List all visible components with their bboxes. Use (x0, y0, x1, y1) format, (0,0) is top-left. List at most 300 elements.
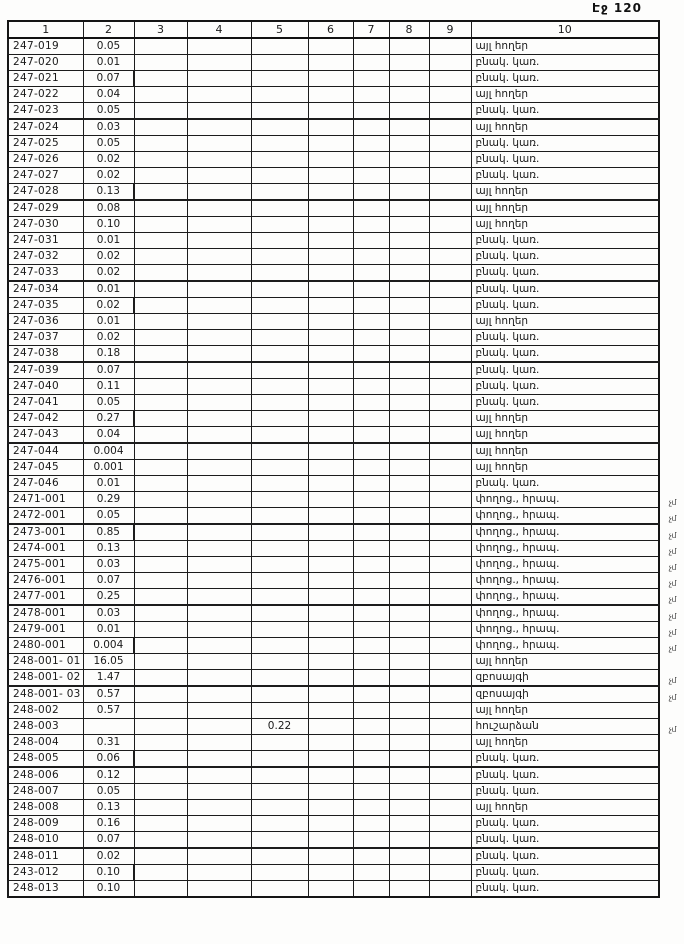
table-row (8, 119, 659, 136)
area-value-cell: 0.03 (83, 605, 134, 622)
area-value-cell: 0.12 (83, 767, 134, 784)
empty-cell (308, 881, 353, 898)
edge-stamp-fragment: չմ (668, 514, 676, 523)
empty-cell (187, 508, 251, 525)
empty-cell (353, 670, 389, 687)
table-row (8, 524, 659, 541)
col5-value-cell (251, 103, 308, 120)
empty-cell (353, 767, 389, 784)
area-value-cell: 0.07 (83, 362, 134, 379)
edge-stamp-fragment: չմ (668, 725, 676, 734)
empty-cell (187, 38, 251, 55)
empty-cell (308, 119, 353, 136)
empty-cell (353, 71, 389, 87)
empty-cell (429, 298, 471, 314)
empty-cell (187, 217, 251, 233)
empty-cell (429, 476, 471, 492)
parcel-id-cell: 248-011 (8, 848, 83, 865)
table-row (8, 55, 659, 71)
col5-value-cell (251, 119, 308, 136)
empty-cell (134, 249, 187, 265)
parcel-id-cell: 248-007 (8, 784, 83, 800)
parcel-id-cell: 247-025 (8, 136, 83, 152)
col5-value-cell (251, 460, 308, 476)
parcel-id-cell: 247-034 (8, 281, 83, 298)
table-row (8, 492, 659, 508)
empty-cell (353, 492, 389, 508)
land-use-cell: այլ հողեր (471, 200, 659, 217)
empty-cell (389, 751, 429, 768)
empty-cell (429, 881, 471, 898)
area-value-cell: 0.004 (83, 638, 134, 654)
empty-cell (187, 800, 251, 816)
edge-stamp-fragment: չմ (668, 498, 676, 507)
parcel-id-cell: 247-028 (8, 184, 83, 201)
empty-cell (187, 524, 251, 541)
land-use-cell: բնակ. կառ. (471, 816, 659, 832)
empty-cell (389, 346, 429, 363)
parcel-id-cell: 247-023 (8, 103, 83, 120)
empty-cell (134, 217, 187, 233)
empty-cell (187, 735, 251, 751)
area-value-cell: 0.04 (83, 427, 134, 444)
land-use-cell: բնակ. կառ. (471, 281, 659, 298)
land-use-cell: բնակ. կառ. (471, 784, 659, 800)
land-use-cell: փողոց., հրապ. չմ (471, 524, 659, 541)
empty-cell (134, 233, 187, 249)
empty-cell (389, 265, 429, 282)
table-row (8, 605, 659, 622)
col5-value-cell (251, 622, 308, 638)
land-use-cell: բնակ. կառ. (471, 865, 659, 881)
empty-cell (134, 379, 187, 395)
empty-cell (187, 767, 251, 784)
empty-cell (429, 735, 471, 751)
table-row (8, 670, 659, 687)
col5-value-cell (251, 38, 308, 55)
land-use-cell: այլ հողեր (471, 427, 659, 444)
land-use-cell: բնակ. կառ. (471, 362, 659, 379)
empty-cell (353, 865, 389, 881)
table-row (8, 362, 659, 379)
empty-cell (187, 443, 251, 460)
area-value-cell: 0.01 (83, 55, 134, 71)
land-use-cell: այլ հողեր (471, 119, 659, 136)
area-value-cell: 0.02 (83, 848, 134, 865)
col5-value-cell (251, 767, 308, 784)
table-row (8, 622, 659, 638)
edge-stamp-fragment: չմ (668, 531, 676, 540)
empty-cell (353, 200, 389, 217)
parcel-id-cell: 247-044 (8, 443, 83, 460)
empty-cell (187, 184, 251, 201)
empty-cell (134, 557, 187, 573)
empty-cell (187, 281, 251, 298)
area-value-cell: 0.02 (83, 298, 134, 314)
empty-cell (429, 686, 471, 703)
table-row (8, 784, 659, 800)
empty-cell (308, 605, 353, 622)
empty-cell (308, 767, 353, 784)
empty-cell (134, 200, 187, 217)
col5-value-cell: 0.22 (251, 719, 308, 735)
area-value-cell: 1.47 (83, 670, 134, 687)
empty-cell (134, 281, 187, 298)
empty-cell (353, 557, 389, 573)
empty-cell (389, 541, 429, 557)
col5-value-cell (251, 136, 308, 152)
table-row (8, 265, 659, 282)
empty-cell (389, 217, 429, 233)
empty-cell (353, 605, 389, 622)
area-value-cell: 0.05 (83, 395, 134, 411)
land-use-cell: այլ հողեր (471, 411, 659, 427)
empty-cell (429, 314, 471, 330)
empty-cell (134, 767, 187, 784)
parcel-id-cell: 247-019 (8, 38, 83, 55)
empty-cell (353, 379, 389, 395)
col5-value-cell (251, 200, 308, 217)
empty-cell (429, 800, 471, 816)
land-use-cell: բնակ. կառ. (471, 751, 659, 768)
empty-cell (429, 832, 471, 849)
empty-cell (134, 686, 187, 703)
table-row (8, 395, 659, 411)
empty-cell (429, 346, 471, 363)
empty-cell (389, 103, 429, 120)
col5-value-cell (251, 217, 308, 233)
empty-cell (134, 881, 187, 898)
col5-value-cell (251, 638, 308, 654)
area-value-cell: 16.05 (83, 654, 134, 670)
land-use-cell: բնակ. կառ. (471, 767, 659, 784)
empty-cell (308, 573, 353, 589)
empty-cell (353, 589, 389, 606)
empty-cell (389, 735, 429, 751)
empty-cell (353, 848, 389, 865)
parcel-id-cell: 2475-001 (8, 557, 83, 573)
empty-cell (389, 638, 429, 654)
empty-cell (429, 638, 471, 654)
empty-cell (187, 460, 251, 476)
table-body (8, 38, 676, 897)
land-use-cell: այլ հողեր (471, 800, 659, 816)
empty-cell (389, 87, 429, 103)
empty-cell (389, 184, 429, 201)
land-use-cell: փողոց., հրապ. չմ (471, 541, 659, 557)
empty-cell (389, 298, 429, 314)
empty-cell (389, 832, 429, 849)
empty-cell (187, 557, 251, 573)
empty-cell (389, 573, 429, 589)
empty-cell (187, 298, 251, 314)
land-use-cell: բնակ. կառ. (471, 168, 659, 184)
empty-cell (134, 298, 187, 314)
empty-cell (389, 492, 429, 508)
empty-cell (429, 411, 471, 427)
empty-cell (389, 136, 429, 152)
land-use-cell: բնակ. կառ. (471, 249, 659, 265)
parcel-id-cell: 247-031 (8, 233, 83, 249)
empty-cell (353, 800, 389, 816)
col5-value-cell (251, 395, 308, 411)
area-value-cell: 0.05 (83, 136, 134, 152)
land-use-cell: բնակ. կառ. (471, 476, 659, 492)
area-value-cell: 0.01 (83, 314, 134, 330)
area-value-cell: 0.08 (83, 200, 134, 217)
empty-cell (353, 751, 389, 768)
empty-cell (308, 168, 353, 184)
table-row (8, 751, 659, 768)
empty-cell (134, 816, 187, 832)
parcel-id-cell: 247-026 (8, 152, 83, 168)
empty-cell (308, 751, 353, 768)
column-header: 10 (471, 21, 659, 38)
empty-cell (389, 476, 429, 492)
land-use-cell: այլ հողեր (471, 184, 659, 201)
column-header: 1 (8, 21, 83, 38)
col5-value-cell (251, 784, 308, 800)
table-row (8, 314, 659, 330)
empty-cell (353, 314, 389, 330)
empty-cell (353, 524, 389, 541)
col5-value-cell (251, 379, 308, 395)
col5-value-cell (251, 848, 308, 865)
empty-cell (134, 832, 187, 849)
col5-value-cell (251, 362, 308, 379)
land-use-cell: այլ հողեր (471, 735, 659, 751)
empty-cell (187, 703, 251, 719)
empty-cell (389, 654, 429, 670)
parcel-id-cell: 247-027 (8, 168, 83, 184)
empty-cell (308, 784, 353, 800)
land-use-cell: փողոց., հրապ. չմ (471, 508, 659, 525)
empty-cell (353, 152, 389, 168)
col5-value-cell (251, 168, 308, 184)
table-row (8, 233, 659, 249)
col5-value-cell (251, 298, 308, 314)
column-header: 5 (251, 21, 308, 38)
empty-cell (389, 168, 429, 184)
empty-cell (308, 314, 353, 330)
area-value-cell: 0.07 (83, 71, 134, 87)
area-value-cell: 0.05 (83, 508, 134, 525)
empty-cell (389, 784, 429, 800)
area-value-cell: 0.13 (83, 800, 134, 816)
empty-cell (429, 816, 471, 832)
area-value-cell: 0.03 (83, 119, 134, 136)
empty-cell (134, 119, 187, 136)
table-row (8, 719, 659, 735)
empty-cell (187, 330, 251, 346)
empty-cell (389, 767, 429, 784)
empty-cell (187, 881, 251, 898)
empty-cell (429, 557, 471, 573)
edge-stamp-fragment: չմ (668, 547, 676, 556)
table-row (8, 200, 659, 217)
empty-cell (429, 87, 471, 103)
empty-cell (308, 832, 353, 849)
empty-cell (134, 654, 187, 670)
area-value-cell: 0.10 (83, 881, 134, 898)
empty-cell (308, 541, 353, 557)
empty-cell (308, 508, 353, 525)
empty-cell (353, 87, 389, 103)
parcel-id-cell: 248-004 (8, 735, 83, 751)
area-value-cell: 0.04 (83, 87, 134, 103)
empty-cell (429, 362, 471, 379)
land-use-cell: զբոսայգի չմ (471, 686, 659, 703)
area-value-cell: 0.05 (83, 103, 134, 120)
empty-cell (429, 200, 471, 217)
parcel-id-cell: 248-002 (8, 703, 83, 719)
empty-cell (308, 800, 353, 816)
table-row (8, 703, 659, 719)
area-value-cell: 0.05 (83, 784, 134, 800)
empty-cell (429, 573, 471, 589)
empty-cell (187, 136, 251, 152)
empty-cell (308, 557, 353, 573)
col5-value-cell (251, 654, 308, 670)
col5-value-cell (251, 751, 308, 768)
empty-cell (187, 751, 251, 768)
empty-cell (308, 816, 353, 832)
land-use-cell: բնակ. կառ. (471, 103, 659, 120)
empty-cell (187, 427, 251, 444)
empty-cell (429, 605, 471, 622)
empty-cell (429, 55, 471, 71)
col5-value-cell (251, 865, 308, 881)
column-header: 7 (353, 21, 389, 38)
empty-cell (389, 557, 429, 573)
empty-cell (187, 638, 251, 654)
area-value-cell: 0.05 (83, 38, 134, 55)
empty-cell (308, 654, 353, 670)
empty-cell (389, 800, 429, 816)
empty-cell (308, 524, 353, 541)
empty-cell (134, 508, 187, 525)
empty-cell (429, 508, 471, 525)
edge-stamp-fragment: չմ (668, 612, 676, 621)
parcel-id-cell: 247-024 (8, 119, 83, 136)
empty-cell (353, 832, 389, 849)
empty-cell (353, 346, 389, 363)
empty-cell (389, 443, 429, 460)
empty-cell (134, 751, 187, 768)
area-value-cell: 0.85 (83, 524, 134, 541)
parcel-id-cell: 247-039 (8, 362, 83, 379)
table-row (8, 136, 659, 152)
empty-cell (353, 298, 389, 314)
empty-cell (134, 605, 187, 622)
table-row (8, 848, 659, 865)
empty-cell (187, 605, 251, 622)
empty-cell (389, 379, 429, 395)
edge-stamp-fragment: չմ (668, 644, 676, 653)
empty-cell (308, 703, 353, 719)
empty-cell (429, 71, 471, 87)
col5-value-cell (251, 411, 308, 427)
area-value-cell: 0.10 (83, 217, 134, 233)
parcel-id-cell: 247-029 (8, 200, 83, 217)
empty-cell (429, 751, 471, 768)
parcel-id-cell: 247-035 (8, 298, 83, 314)
table-row (8, 443, 659, 460)
empty-cell (187, 168, 251, 184)
empty-cell (134, 55, 187, 71)
empty-cell (429, 233, 471, 249)
empty-cell (389, 460, 429, 476)
empty-cell (187, 784, 251, 800)
parcel-id-cell: 247-032 (8, 249, 83, 265)
empty-cell (308, 589, 353, 606)
empty-cell (389, 686, 429, 703)
empty-cell (429, 670, 471, 687)
table-row (8, 249, 659, 265)
table-row (8, 411, 659, 427)
empty-cell (308, 281, 353, 298)
empty-cell (308, 395, 353, 411)
empty-cell (353, 735, 389, 751)
area-value-cell: 0.07 (83, 573, 134, 589)
parcel-id-cell: 248-010 (8, 832, 83, 849)
col5-value-cell (251, 686, 308, 703)
col5-value-cell (251, 71, 308, 87)
table-row (8, 168, 659, 184)
empty-cell (429, 719, 471, 735)
area-value-cell: 0.16 (83, 816, 134, 832)
empty-cell (134, 136, 187, 152)
parcel-id-cell: 248-001- 03 (8, 686, 83, 703)
area-value-cell: 0.29 (83, 492, 134, 508)
empty-cell (187, 265, 251, 282)
empty-cell (187, 573, 251, 589)
empty-cell (187, 119, 251, 136)
empty-cell (389, 119, 429, 136)
table-row (8, 346, 659, 363)
empty-cell (429, 622, 471, 638)
empty-cell (134, 443, 187, 460)
empty-cell (308, 379, 353, 395)
empty-cell (187, 476, 251, 492)
land-use-cell: այլ հողեր (471, 703, 659, 719)
table-row (8, 816, 659, 832)
table-row (8, 476, 659, 492)
empty-cell (134, 38, 187, 55)
empty-cell (429, 265, 471, 282)
empty-cell (308, 55, 353, 71)
parcel-id-cell: 247-038 (8, 346, 83, 363)
parcel-id-cell: 248-005 (8, 751, 83, 768)
parcel-id-cell: 248-008 (8, 800, 83, 816)
empty-cell (187, 816, 251, 832)
col5-value-cell (251, 330, 308, 346)
land-use-cell: բնակ. կառ. (471, 379, 659, 395)
col5-value-cell (251, 55, 308, 71)
col5-value-cell (251, 233, 308, 249)
parcel-id-cell: 247-036 (8, 314, 83, 330)
table-row (8, 800, 659, 816)
empty-cell (353, 816, 389, 832)
parcel-id-cell: 2471-001 (8, 492, 83, 508)
empty-cell (187, 152, 251, 168)
col5-value-cell (251, 816, 308, 832)
empty-cell (353, 703, 389, 719)
empty-cell (134, 395, 187, 411)
empty-cell (353, 184, 389, 201)
empty-cell (429, 524, 471, 541)
area-value-cell (83, 719, 134, 735)
